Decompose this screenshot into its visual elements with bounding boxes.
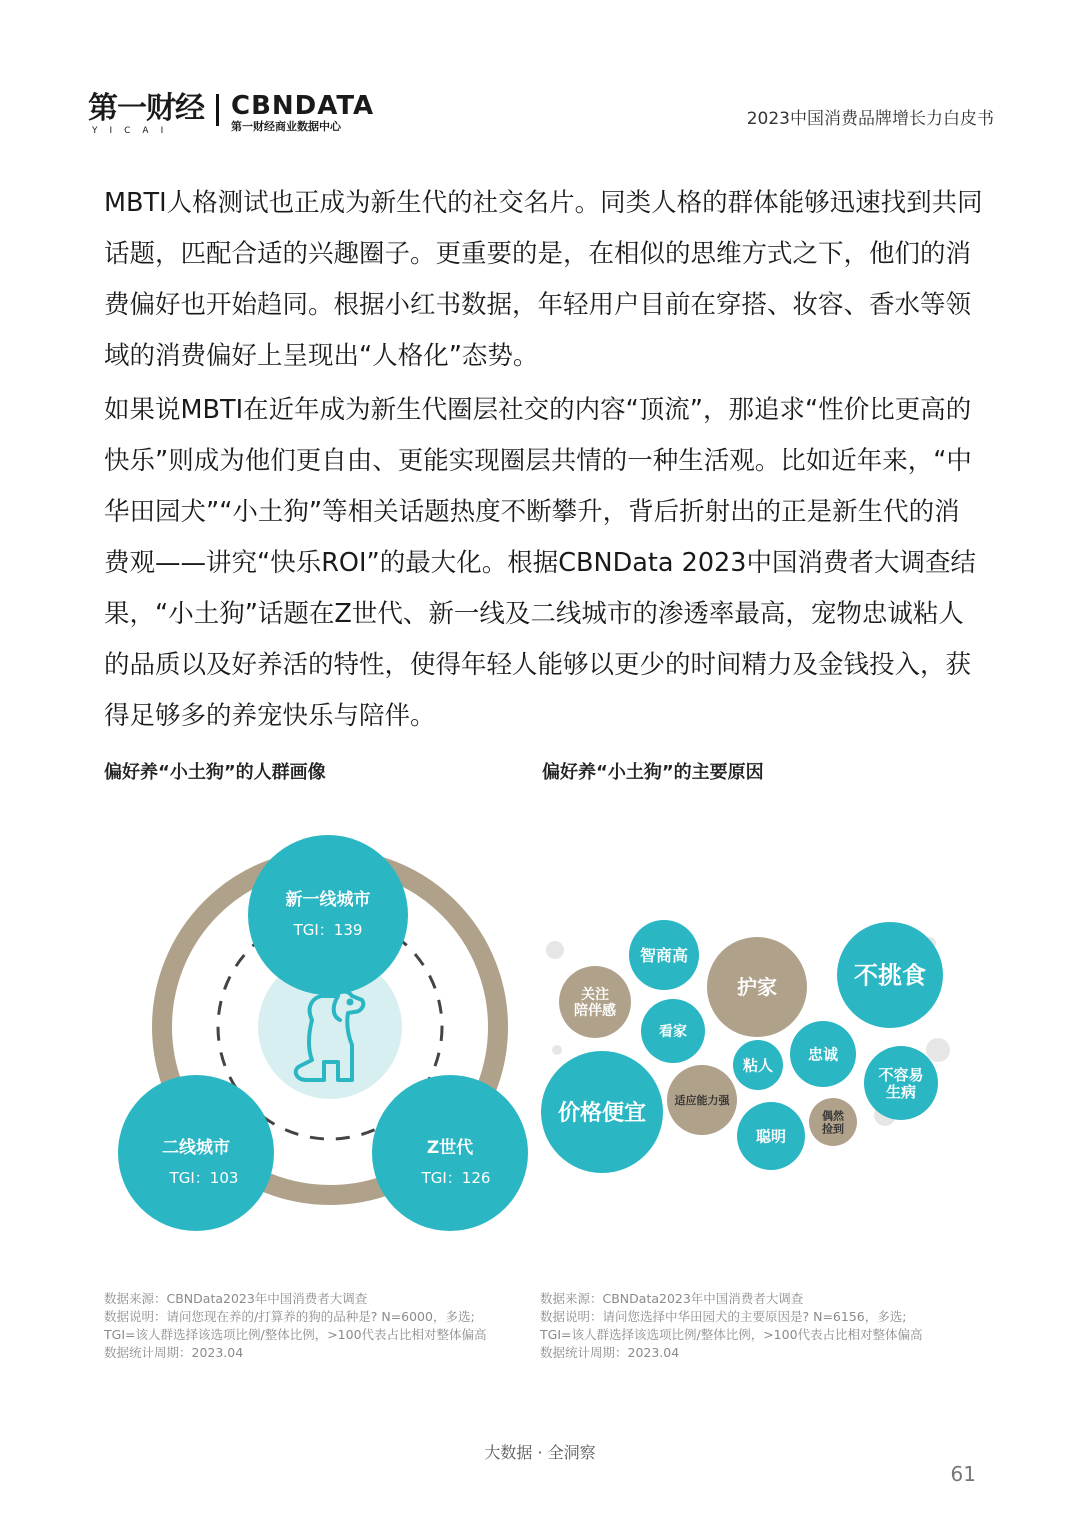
reasons-chart-notes	[540, 1290, 923, 1362]
yicai-logo	[88, 92, 206, 142]
note-line: 数据统计周期：2023.04	[540, 1345, 680, 1360]
portrait-chart-title: 偏好养“小土狗”的人群画像	[104, 762, 326, 783]
group-bubble-gen-z	[372, 1075, 528, 1231]
paragraph-text: MBTI人格测试也正成为新生代的社交名片。同类人格的群体能够迅速找到共同话题，匹配合适的兴趣圈子。更重要的是，在相似的思维方式之下，他们的消费偏好也开始趋同。根据小红书数据，年轻用户目前在穿搭、妆容、香水等领域的消费偏好上呈现出“人格化”态势。	[104, 188, 983, 371]
cbndata-logo	[231, 92, 374, 134]
note-line: 数据来源：CBNData2023年中国消费者大调查	[104, 1291, 368, 1306]
reason-bubble	[837, 922, 943, 1028]
bubble-label: 护家	[737, 975, 777, 1000]
bubble-label: 聪明	[755, 1127, 787, 1146]
group-name: 二线城市	[162, 1138, 230, 1158]
bubble-label: 偶然	[822, 1109, 844, 1123]
bubble-layer	[541, 920, 950, 1173]
reason-bubble	[733, 1040, 783, 1090]
bubble-label: 生病	[885, 1083, 917, 1102]
note-line: 数据统计周期：2023.04	[104, 1345, 244, 1360]
reason-bubble	[864, 1046, 938, 1120]
group-name: Z世代	[426, 1138, 474, 1158]
bubble-label: 忠诚	[807, 1045, 839, 1064]
bubble-label: 智商高	[639, 945, 689, 965]
bubble-label: 适应能力强	[674, 1093, 730, 1107]
decorative-dot	[546, 941, 564, 959]
reason-bubble	[629, 920, 699, 990]
bubble-label: 陪伴感	[574, 1003, 616, 1020]
reason-bubble	[790, 1021, 856, 1087]
bubble-label: 价格便宜	[557, 1100, 647, 1126]
note-line: 数据说明：请问您现在养的/打算养的狗的品种是? N=6000，多选;	[104, 1309, 475, 1324]
header-logo	[88, 92, 374, 142]
reason-bubble	[809, 1098, 857, 1146]
body-paragraph-1	[104, 178, 984, 382]
reason-bubble	[641, 999, 705, 1063]
decorative-dot	[552, 1045, 562, 1055]
group-tgi: TGI：126	[421, 1169, 491, 1187]
portrait-chart-notes	[104, 1290, 487, 1362]
page-number: 61	[950, 1462, 976, 1486]
cbndata-logo-sub: 第一财经商业数据中心	[231, 120, 341, 133]
body-paragraph-2	[104, 385, 984, 742]
reason-bubble	[707, 937, 807, 1037]
group-tgi: TGI：103	[169, 1169, 239, 1187]
audience-portrait-diagram	[100, 830, 540, 1250]
cbndata-logo-text: CBNDATA	[231, 91, 375, 121]
reason-bubble	[737, 1102, 805, 1170]
reasons-bubble-chart	[535, 895, 955, 1185]
group-bubble-tier2	[118, 1075, 274, 1231]
footer-slogan: 大数据 · 全洞察	[484, 1443, 596, 1462]
bubble-label: 关注	[581, 986, 609, 1003]
paragraph-text: 如果说MBTI在近年成为新生代圈层社交的内容“顶流”，那追求“性价比更高的快乐”则成为他们更自由、更能实现圈层共情的一种生活观。比如近年来，“中华田园犬”“小土狗”等相关话题热度不断攀升，背后折射出的正是新生代的消费观——讲究“快乐ROI”的最大化。根据CBNData 2023中国消费者大调查结果，“小土狗”话题在Z世代、新一线及二线城市的渗透率最高，宠物忠诚粘人的品质以及好养活的特性，使得年轻人能够以更少的时间精力及金钱投入，获得足够多的养宠快乐与陪伴。	[104, 395, 976, 731]
note-line: TGI=该人群选择该选项比例/整体比例，>100代表占比相对整体偏高	[104, 1327, 487, 1342]
bubble-label: 捡到	[822, 1122, 844, 1136]
bubble-label: 粘人	[742, 1056, 774, 1075]
group-name: 新一线城市	[285, 890, 371, 910]
reason-bubble	[667, 1065, 737, 1135]
note-line: 数据说明：请问您选择中华田园犬的主要原因是? N=6156，多选;	[540, 1309, 907, 1324]
group-bubble-new-tier1	[248, 835, 408, 995]
reason-bubble	[559, 966, 631, 1038]
note-line: 数据来源：CBNData2023年中国消费者大调查	[540, 1291, 804, 1306]
bubble-label: 不容易	[878, 1065, 924, 1084]
bubble-label: 不挑食	[854, 961, 926, 990]
decorative-dot	[926, 1038, 950, 1062]
reason-bubble	[541, 1051, 663, 1173]
yicai-logo-text: 第一财经	[88, 91, 204, 126]
group-tgi: TGI：139	[293, 921, 363, 939]
yicai-logo-sub: YICAI	[92, 126, 176, 136]
report-title: 2023中国消费品牌增长力白皮书	[746, 109, 994, 129]
reasons-chart-title: 偏好养“小土狗”的主要原因	[542, 762, 764, 783]
note-line: TGI=该人群选择该选项比例/整体比例，>100代表占比相对整体偏高	[540, 1327, 923, 1342]
bubble-label: 看家	[659, 1024, 687, 1041]
logo-divider	[216, 94, 219, 126]
